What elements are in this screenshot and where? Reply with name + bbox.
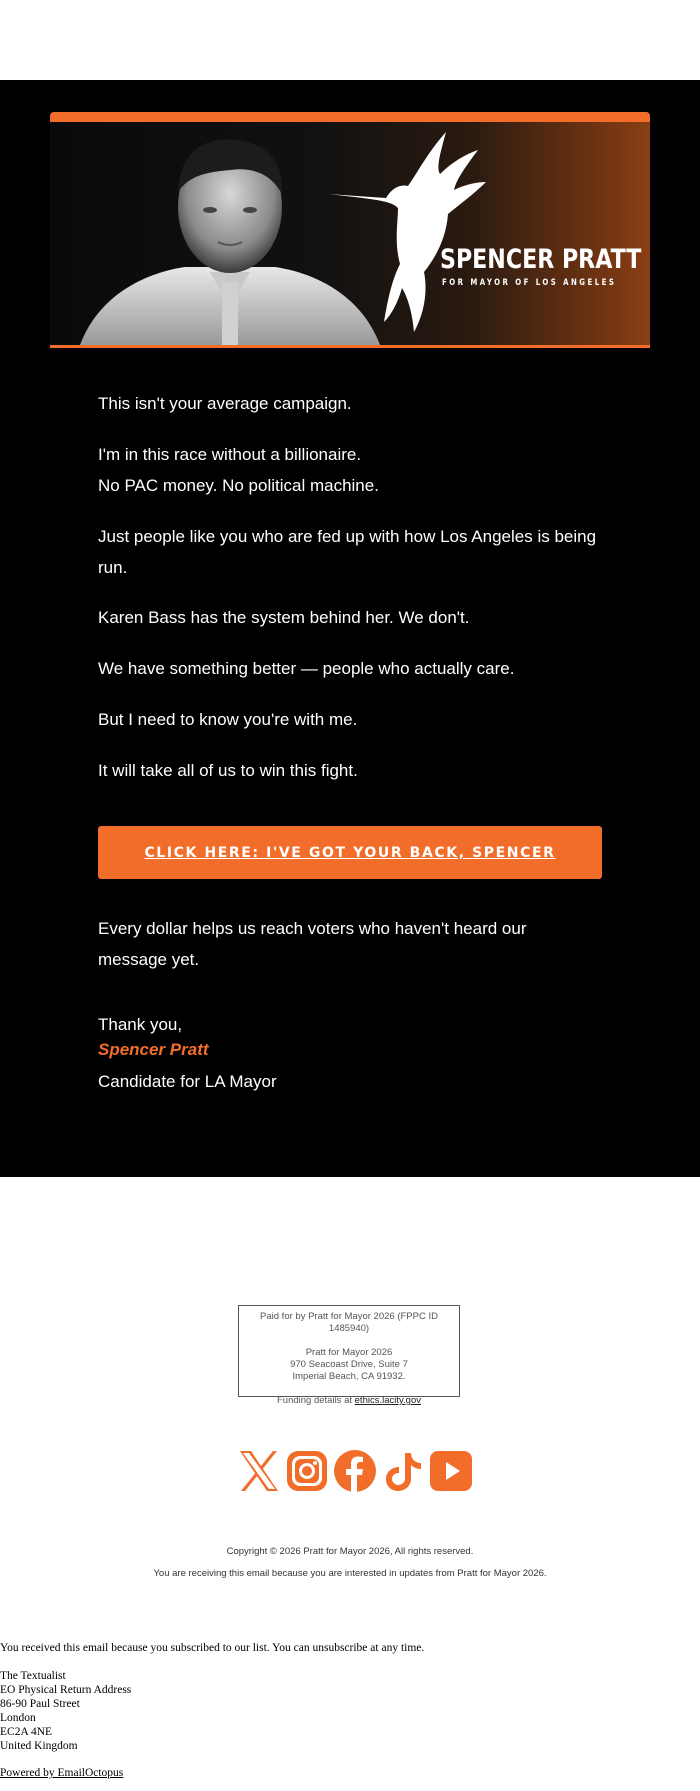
paid-for-line: Paid for by Pratt for Mayor 2026 (FPPC ID 1485940)	[260, 1311, 438, 1334]
address-line-5: EC2A 4NE	[0, 1726, 53, 1738]
subscription-reason: You are receiving this email because you are interested in updates from Pratt for Mayor 2026.	[153, 1568, 547, 1579]
paragraph-people-care: We have something better — people who actually care.	[98, 659, 515, 678]
social-icons	[237, 1447, 463, 1495]
banner-top-bar	[50, 112, 650, 122]
youtube-icon[interactable]	[429, 1447, 473, 1495]
address-line-2: EO Physical Return Address	[0, 1684, 132, 1696]
banner-subtitle: FOR MAYOR OF LOS ANGELES	[442, 278, 617, 288]
signature-title: Candidate for LA Mayor	[98, 1072, 277, 1091]
banner-candidate-name: SPENCER PRATT	[440, 244, 642, 275]
instagram-icon[interactable]	[285, 1447, 329, 1495]
banner-bottom-bar	[50, 345, 650, 348]
campaign-banner	[50, 112, 650, 348]
copyright-text: Copyright © 2026 Pratt for Mayor 2026, All rights reserved.	[226, 1546, 474, 1557]
donate-button[interactable]	[98, 826, 602, 879]
paragraph-fed-up: Just people like you who are fed up with how Los Angeles is being run.	[98, 527, 597, 577]
paragraph-pac: No PAC money. No political machine.	[98, 476, 379, 495]
email-body	[0, 80, 700, 1177]
paragraph-every-dollar: Every dollar helps us reach voters who haven't heard our message yet.	[98, 919, 527, 969]
disclaimer-org: Pratt for Mayor 2026	[305, 1347, 393, 1358]
donate-button-label[interactable]: CLICK HERE: I'VE GOT YOUR BACK, SPENCER	[144, 844, 556, 861]
x-icon[interactable]	[237, 1447, 281, 1495]
sign-off: Thank you,	[98, 1015, 183, 1034]
disclaimer-street: 970 Seacoast Drive, Suite 7	[290, 1359, 408, 1370]
disclaimer-city: Imperial Beach, CA 91932.	[292, 1371, 406, 1382]
ethics-link[interactable]: ethics.lacity.gov	[354, 1395, 421, 1406]
address-line-6: United Kingdom	[0, 1740, 78, 1752]
paragraph-billionaire: I'm in this race without a billionaire.	[98, 445, 362, 464]
tiktok-icon[interactable]	[381, 1447, 425, 1495]
signature-name: Spencer Pratt	[98, 1040, 209, 1059]
paragraph-win-fight: It will take all of us to win this fight.	[98, 761, 358, 780]
address-line-1: The Textualist	[0, 1670, 66, 1682]
powered-by-link[interactable]: Powered by EmailOctopus	[0, 1767, 124, 1779]
paragraph-karen-bass: Karen Bass has the system behind her. We don't.	[98, 608, 470, 627]
hummingbird-logo	[328, 132, 498, 332]
address-line-4: London	[0, 1712, 36, 1724]
facebook-icon[interactable]	[333, 1447, 377, 1495]
address-line-3: 86-90 Paul Street	[0, 1698, 80, 1710]
paragraph-with-me: But I need to know you're with me.	[98, 710, 358, 729]
funding-prefix: Funding details at	[277, 1395, 355, 1406]
subscription-notice: You received this email because you subscribed to our list. You can unsubscribe at any time.	[0, 1642, 425, 1654]
paid-for-disclaimer	[238, 1305, 460, 1406]
paragraph-campaign: This isn't your average campaign.	[98, 394, 352, 413]
funding-details	[239, 1395, 459, 1407]
